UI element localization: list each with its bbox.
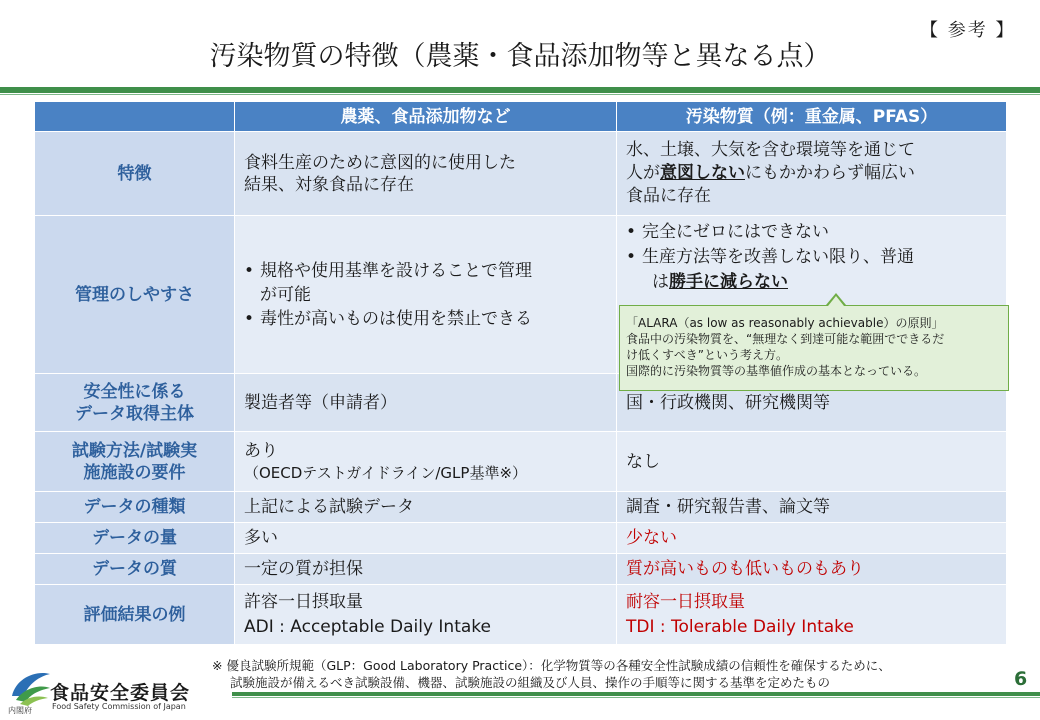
- header-contaminants: 汚染物質（例：重金属、PFAS）: [617, 102, 1007, 132]
- reference-tag: 【 参考 】: [920, 20, 1016, 41]
- cell-quality-left: 一定の質が担保: [235, 554, 617, 585]
- row-header-test-method: [35, 432, 235, 492]
- cell-safety-left: 製造者等（申請者）: [235, 374, 617, 432]
- text-line: ADI : Acceptable Daily Intake: [244, 616, 491, 637]
- emphasis-not-reduce: 勝手に減らない: [669, 272, 788, 292]
- footnote-line: ※ 優良試験所規範（GLP：Good Laboratory Practice）：化学物質等の各種安全性試験成績の信頼性を確保するために、: [212, 658, 891, 673]
- cabinet-office-label: 内閣府: [8, 706, 32, 715]
- row-header-data-quality: データの質: [35, 554, 235, 585]
- organization-english-name: Food Safety Commission of Japan: [52, 702, 186, 711]
- text-line: [626, 162, 997, 185]
- bullet-item: [244, 307, 607, 331]
- bullet-icon: •: [626, 247, 637, 267]
- text-line: [626, 270, 997, 295]
- bullet-item: [626, 220, 997, 245]
- cell-kind-right: 調査・研究報告書、論文等: [617, 492, 1007, 523]
- cell-quality-right: 質が高いものも低いものもあり: [617, 554, 1007, 585]
- cell-safety-right: 国・行政機関、研究機関等: [617, 374, 1007, 432]
- text-line: 結果、対象食品に存在: [244, 174, 414, 195]
- text-line: TDI : Tolerable Daily Intake: [626, 616, 854, 637]
- cell-method-left: [235, 432, 617, 492]
- cell-feature-left: [235, 132, 617, 216]
- text-line: （OECDテストガイドライン/GLP基準※）: [244, 463, 528, 482]
- bullet-icon: •: [244, 260, 255, 281]
- text-line: 安全性に係る: [83, 381, 186, 402]
- cell-eval-right: [617, 585, 1007, 645]
- bullet-icon: •: [244, 308, 255, 329]
- text-line: 食品に存在: [626, 186, 711, 206]
- bullet-item: [244, 259, 607, 283]
- table-row: [35, 585, 1007, 645]
- footnote-line: 試験施設が備えるべき試験設備、機器、試験施設の組織及び人員、操作の手順等に関する基準を定めたもの: [230, 675, 831, 690]
- bullet-item: [626, 245, 997, 270]
- text-span: にもかかわらず幅広い: [745, 163, 915, 183]
- cell-method-right: なし: [617, 432, 1007, 492]
- row-header-manageability: 管理のしやすさ: [35, 216, 235, 374]
- text-span: 完全にゼロにはできない: [642, 222, 829, 242]
- table-row: [35, 492, 1007, 523]
- cell-amount-right: 少ない: [617, 523, 1007, 554]
- callout-line: 「ALARA（as low as reasonably achievable）の原則」: [626, 316, 944, 330]
- callout-pointer-fill: [828, 296, 844, 306]
- title-divider: [0, 87, 1040, 93]
- text-line: 食料生産のために意図的に使用した: [244, 152, 516, 173]
- row-header-feature: 特徴: [35, 132, 235, 216]
- row-header-data-type: データの種類: [35, 492, 235, 523]
- organization-name: 食品安全委員会: [50, 682, 191, 704]
- bullet-icon: •: [626, 222, 637, 242]
- text-line: 耐容一日摂取量: [626, 591, 745, 612]
- title-divider-thin: [0, 94, 1040, 95]
- text-line: 許容一日摂取量: [244, 591, 363, 612]
- glp-footnote: [212, 657, 1012, 691]
- header-blank: [35, 102, 235, 132]
- row-header-evaluation: 評価結果の例: [35, 585, 235, 645]
- row-header-data-owner: [35, 374, 235, 432]
- cell-feature-right: [617, 132, 1007, 216]
- text-span: 規格や使用基準を設けることで管理: [260, 260, 532, 281]
- alara-callout: [619, 305, 1009, 391]
- header-pesticides: 農薬、食品添加物など: [235, 102, 617, 132]
- table-row: [35, 554, 1007, 585]
- page-number: 6: [1014, 668, 1028, 690]
- callout-line: 食品中の汚染物質を、“無理なく到達可能な範囲でできるだ: [626, 332, 945, 346]
- footer-divider-thin: [232, 697, 1040, 698]
- text-line: が可能: [260, 284, 311, 305]
- callout-line: け低くすべき”という考え方。: [626, 348, 788, 362]
- callout-line: 国際的に汚染物質等の基準値作成の基本となっている。: [626, 364, 927, 378]
- cell-manage-left: [235, 216, 617, 374]
- footer-divider: [232, 692, 1040, 696]
- text-span: は: [652, 272, 669, 292]
- cell-kind-left: 上記による試験データ: [235, 492, 617, 523]
- table-row: [35, 432, 1007, 492]
- text-line: 施施設の要件: [83, 462, 186, 483]
- table-row: [35, 132, 1007, 216]
- text-line: データ取得主体: [75, 403, 194, 424]
- page-title: 汚染物質の特徴（農薬・食品添加物等と異なる点）: [209, 41, 831, 72]
- emphasis-unintended: 意図しない: [660, 163, 745, 183]
- text-span: 毒性が高いものは使用を禁止できる: [260, 308, 532, 329]
- table-row: [35, 523, 1007, 554]
- text-line: あり: [244, 440, 278, 461]
- cell-eval-left: [235, 585, 617, 645]
- cell-amount-left: 多い: [235, 523, 617, 554]
- table-header-row: [35, 102, 1007, 132]
- text-span: 人が: [626, 163, 660, 183]
- row-header-data-amount: データの量: [35, 523, 235, 554]
- text-line: 水、土壌、大気を含む環境等を通じて: [626, 140, 915, 160]
- text-line: 試験方法/試験実: [71, 440, 198, 461]
- text-span: 生産方法等を改善しない限り、普通: [642, 247, 914, 267]
